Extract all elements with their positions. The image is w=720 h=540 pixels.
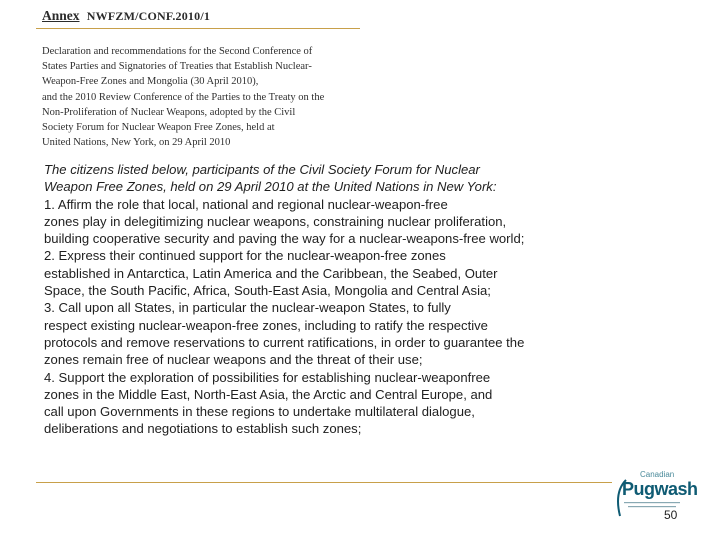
body-line: deliberations and negotiations to establish such zones; <box>44 421 362 437</box>
annex-label: Annex <box>42 8 80 23</box>
declaration-line: Weapon-Free Zones and Mongolia (30 April 2010), <box>42 76 259 88</box>
body-line: zones play in delegitimizing nuclear weapons, constraining nuclear proliferation, <box>44 213 507 229</box>
declaration-line: States Parties and Signatories of Treaties that Establish Nuclear- <box>42 61 312 73</box>
annex-line <box>42 8 602 24</box>
body-line: 4. Support the exploration of possibilities for establishing nuclear-weaponfree <box>44 369 491 385</box>
declaration-line: United Nations, New York, on 29 April 2010 <box>42 137 231 149</box>
body-line: respect existing nuclear-weapon-free zones, including to ratify the respective <box>44 317 488 333</box>
body-line: 1. Affirm the role that local, national and regional nuclear-weapon-free <box>44 196 448 212</box>
body-line: 2. Express their continued support for the nuclear-weapon-free zones <box>44 248 446 264</box>
body-line: Space, the South Pacific, Africa, South-East Asia, Mongolia and Central Asia; <box>44 283 491 299</box>
body-line: zones in the Middle East, North-East Asia, the Arctic and Central Europe, and <box>44 386 493 402</box>
body-line: zones remain free of nuclear weapons and the threat of their use; <box>44 352 423 368</box>
body-line: call upon Governments in these regions to undertake multilateral dialogue, <box>44 404 475 420</box>
pugwash-logo <box>610 470 700 530</box>
declaration-title <box>42 44 402 150</box>
declaration-line: and the 2010 Review Conference of the Parties to the Treaty on the <box>42 91 325 103</box>
declaration-line: Non-Proliferation of Nuclear Weapons, adopted by the Civil <box>42 106 296 118</box>
intro-line: Weapon Free Zones, held on 29 April 2010 at the United Nations in New York: <box>44 179 497 195</box>
declaration-line: Declaration and recommendations for the Second Conference of <box>42 46 313 57</box>
logo-main-word: Pugwash <box>622 479 698 499</box>
bottom-divider <box>36 482 612 483</box>
document-code: NWFZM/CONF.2010/1 <box>86 9 211 23</box>
top-divider <box>36 28 360 29</box>
body-line: building cooperative security and paving the way for a nuclear-weapons-free world; <box>44 231 525 247</box>
logo-top-word: Canadian <box>640 470 675 479</box>
declaration-line: Society Forum for Nuclear Weapon Free Zones, held at <box>42 122 275 134</box>
intro-line: The citizens listed below, participants of the Civil Society Forum for Nuclear <box>44 162 480 177</box>
page-number: 50 <box>664 508 678 522</box>
document-header <box>42 8 602 24</box>
body-line: 3. Call upon all States, in particular the nuclear-weapon States, to fully <box>44 300 451 316</box>
body-line: established in Antarctica, Latin America and the Caribbean, the Seabed, Outer <box>44 265 498 281</box>
body-text <box>44 161 604 438</box>
body-line: protocols and remove reservations to current ratifications, in order to guarantee the <box>44 334 525 350</box>
